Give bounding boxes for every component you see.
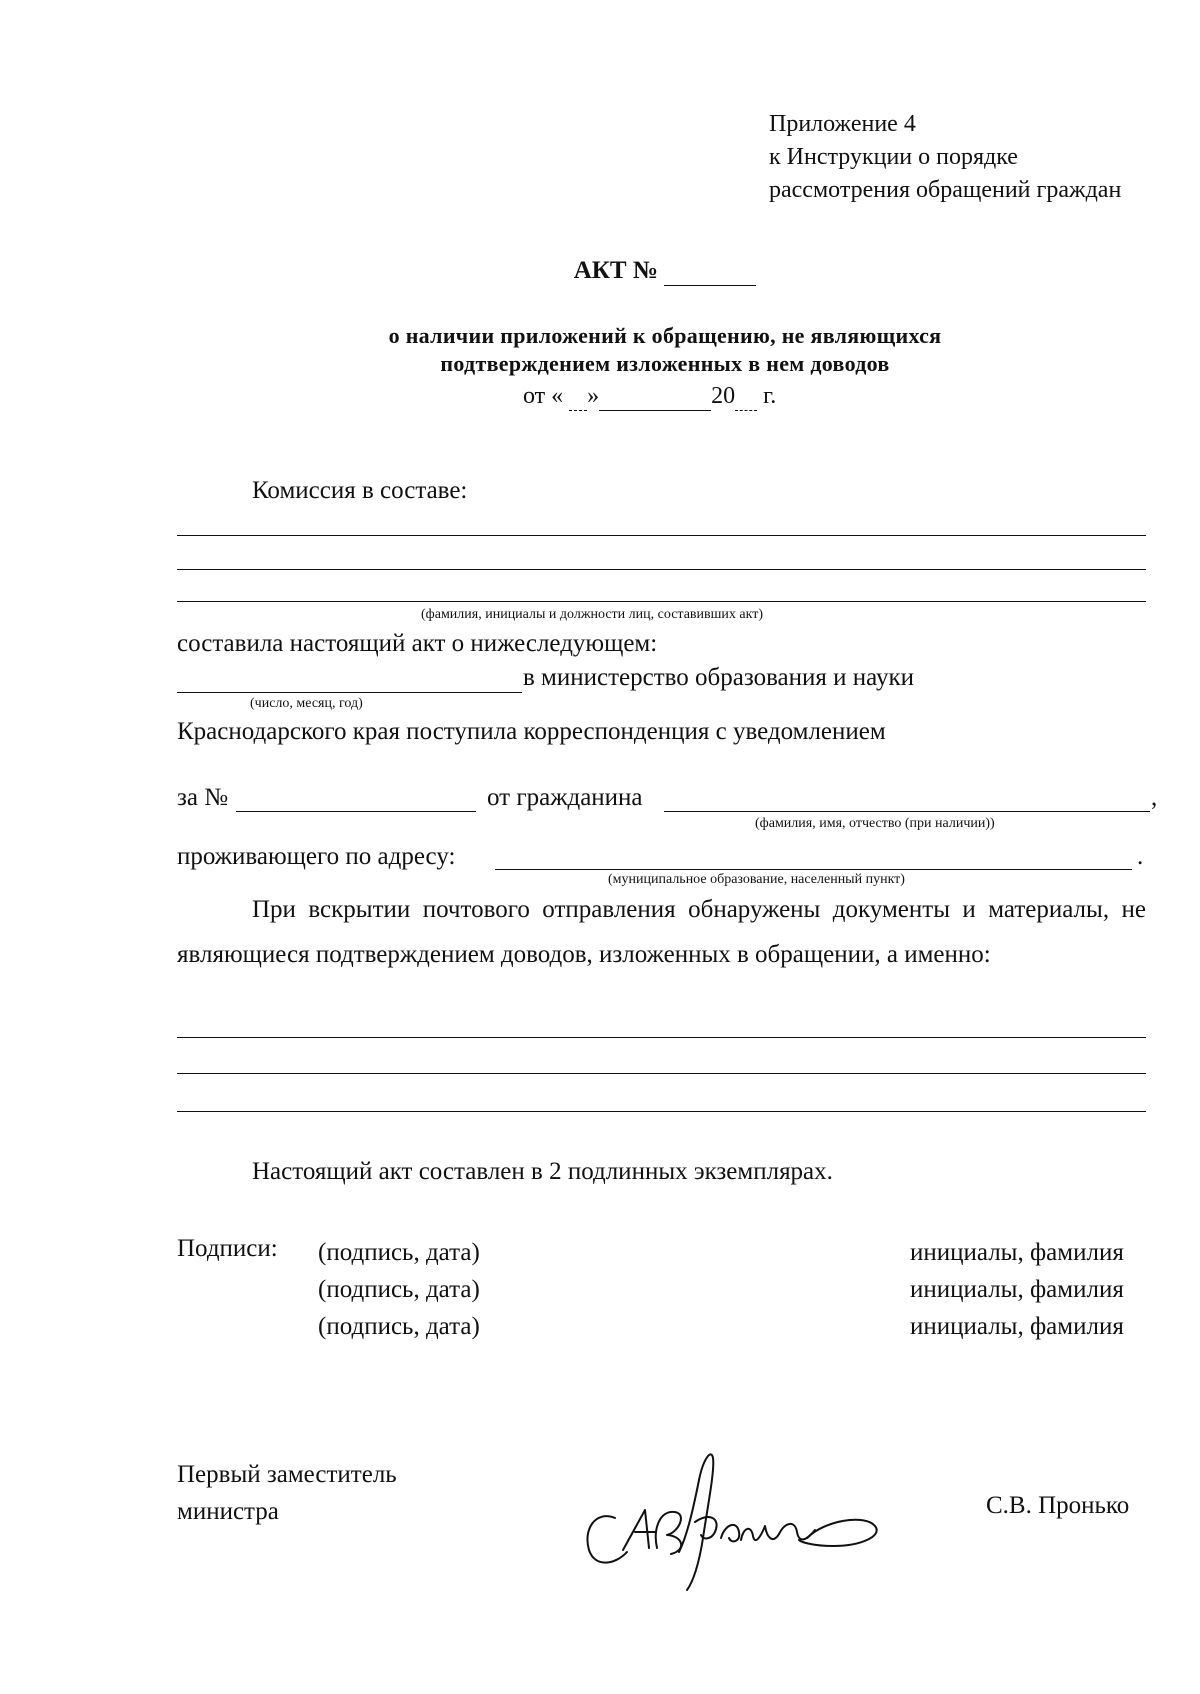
act-date [523,383,776,411]
handwritten-signature [575,1440,885,1600]
ministry-text: в министерство образования и науки [523,664,915,691]
date-month-blank[interactable] [599,383,711,411]
from-citizen-label: от гражданина [487,784,643,811]
appendix-reference [769,108,1121,207]
act-number-blank[interactable] [664,257,756,286]
signature-row-left: (подпись, дата) [318,1313,480,1340]
date-suffix: г. [763,383,777,409]
commission-line[interactable] [177,569,1146,570]
address-period: . [1137,843,1144,870]
signature-row-right: инициалы, фамилия [910,1276,1124,1303]
signature-names [910,1234,1124,1345]
items-line[interactable] [177,1073,1146,1074]
address-label: проживающего по адресу: [177,843,456,870]
opening-paragraph: При вскрытии почтового отправления обнаружены документы и материалы, не являющиеся подтверждением доводов, изложенных в обращении, а именно: [177,896,1146,968]
number-label: за № [177,784,229,811]
appendix-line: Приложение 4 [769,111,916,137]
act-label: АКТ № [573,257,658,284]
commission-label: Комиссия в составе: [252,477,468,504]
subtitle-line: о наличии приложений к обращению, не являющихся [388,323,942,348]
citizen-caption: (фамилия, имя, отчество (при наличии)) [755,816,995,831]
appendix-line: рассмотрения обращений граждан [769,177,1122,203]
signatory-name: С.В. Пронько [986,1492,1130,1519]
date-day-blank[interactable] [569,383,587,411]
address-line[interactable] [495,869,1132,870]
signature-row-right: инициалы, фамилия [910,1313,1124,1340]
region-text: Краснодарского края поступила корреспонденция с уведомлением [177,718,886,745]
commission-line[interactable] [177,535,1146,536]
date-quote-close: » [587,383,600,409]
received-date-line[interactable] [177,692,522,693]
date-caption: (число, месяц, год) [250,696,363,711]
subtitle-line: подтверждением изложенных в нем доводов [440,351,890,376]
position-line: министра [177,1498,279,1525]
signatory-position [177,1456,397,1530]
items-line[interactable] [177,1037,1146,1038]
items-line[interactable] [177,1111,1146,1112]
compiled-text: составила настоящий акт о нижеследующем: [177,630,658,657]
position-line: Первый заместитель [177,1461,397,1488]
address-caption: (муниципальное образование, населенный пункт) [608,872,905,887]
number-line[interactable] [236,811,476,812]
signatures-label: Подписи: [177,1235,278,1262]
signature-list [318,1234,480,1345]
signature-row-left: (подпись, дата) [318,1239,480,1266]
citizen-comma: , [1151,784,1158,811]
signature-row-right: инициалы, фамилия [910,1239,1124,1266]
commission-line[interactable] [177,601,1146,602]
signature-row-left: (подпись, дата) [318,1276,480,1303]
copies-text: Настоящий акт составлен в 2 подлинных экземплярах. [252,1158,833,1185]
commission-caption: (фамилия, инициалы и должности лиц, составивших акт) [421,607,764,622]
date-year: 20 [711,383,736,409]
citizen-name-line[interactable] [664,811,1150,812]
date-prefix: от « [523,383,564,409]
document-title [0,257,1200,286]
appendix-line: к Инструкции о порядке [769,144,1018,170]
date-year-blank[interactable] [735,383,757,411]
document-subtitle [0,322,1200,378]
